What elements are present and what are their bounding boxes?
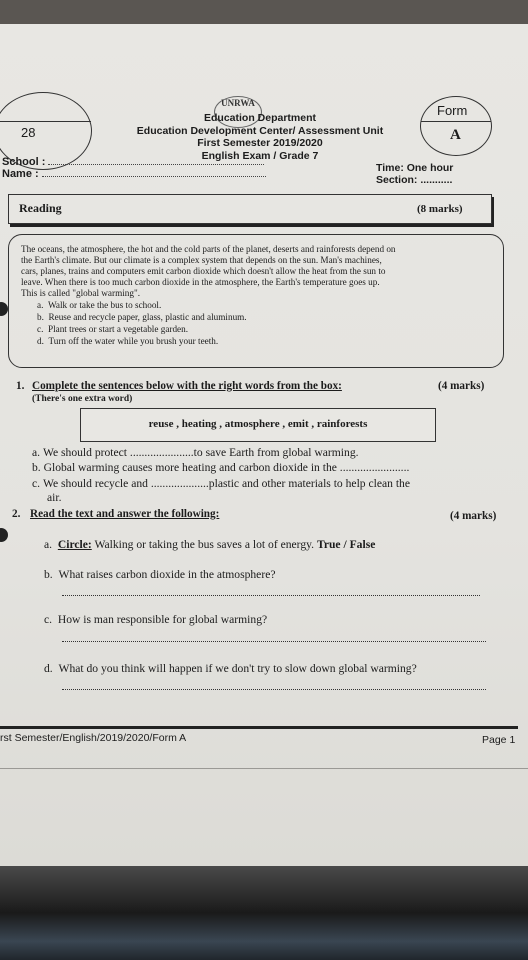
q1-number: 1. [16,380,25,392]
q2-item-d: d. What do you think will happen if we don't try to slow down global warming? [44,662,417,675]
school-dotted-line[interactable] [48,164,264,165]
passage-option: b. Reuse and recycle paper, glass, plastic and aluminum. [37,312,247,322]
form-circle [420,96,492,156]
reading-passage [8,234,504,368]
school-label: School : [2,156,46,168]
q1-note: (There's one extra word) [32,394,133,404]
answer-line-b[interactable] [62,595,480,596]
header-line-1: Education Department [203,112,316,124]
q1-item-a[interactable]: a. We should protect ......................to save Earth from global warming. [32,446,359,459]
reading-section-bar [8,194,492,224]
q1-title: Complete the sentences below with the right words from the box: [32,380,342,392]
time-label: Time: One hour [376,162,454,174]
passage-option: a. Walk or take the bus to school. [37,300,162,310]
passage-line: the Earth's climate. But our climate is a complex system that depends on the sun. Man's machines, [21,255,382,265]
header-line-4: English Exam / Grade 7 [201,149,319,162]
passage-line: cars, planes, trains and computers emit carbon dioxide which doesn't allow the heat from the sun to [21,266,386,276]
passage-option: d. Turn off the water while you brush your teeth. [37,336,219,346]
page-edge-line [0,768,528,769]
reading-marks: (8 marks) [417,203,463,215]
q1-marks: (4 marks) [438,380,485,392]
word-box [80,408,436,442]
true-false-choice[interactable]: True / False [316,538,376,551]
form-value: A [450,127,461,143]
unrwa-logo-icon: UNRWA [214,96,262,128]
school-field[interactable] [2,156,264,168]
q2-title: Read the text and answer the following: [30,508,220,520]
q2-item-b: b. What raises carbon dioxide in the atmosphere? [44,568,276,581]
q2-number: 2. [12,508,21,520]
reading-title: Reading [19,201,62,215]
q1-item-c[interactable]: c. We should recycle and ....................plastic and other materials to help clean the [32,477,411,490]
q2-item-a[interactable]: a. Circle: Walking or taking the bus saves a lot of energy. True / False [44,538,376,551]
name-label: Name : [2,168,39,180]
passage-line: leave. When there is too much carbon dioxide in the atmosphere, the Earth's temperature goes up. [21,277,380,287]
q2-marks: (4 marks) [450,510,497,522]
q1-item-b[interactable]: b. Global warming causes more heating and carbon dioxide in the ........................ [32,461,410,474]
passage-line: The oceans, the atmosphere, the hot and the cold parts of the planet, deserts and rainforests depend on [21,244,396,254]
footer-page-number: Page 1 [482,734,516,746]
footer-left: rst Semester/English/2019/2020/Form A [0,732,187,744]
name-dotted-line[interactable] [42,176,266,177]
q1-item-c-continued: air. [47,491,62,504]
name-field[interactable] [2,168,266,180]
answer-line-c[interactable] [62,641,486,642]
passage-line: This is called "global warming". [21,288,141,298]
score-value: 28 [21,125,36,140]
background-desk [0,866,528,960]
header-block [120,112,400,162]
header-line-2: Education Development Center/ Assessment Unit [136,124,384,137]
footer-rule [0,726,518,729]
section-label: Section: ........... [376,174,453,186]
header-line-3: First Semester 2019/2020 [197,137,323,149]
form-label: Form [437,103,468,118]
word-box-text: reuse , heating , atmosphere , emit , rainforests [148,418,368,430]
q2-item-c: c. How is man responsible for global warming? [44,613,268,626]
passage-option: c. Plant trees or start a vegetable garden. [37,324,189,334]
answer-line-d[interactable] [62,689,486,690]
